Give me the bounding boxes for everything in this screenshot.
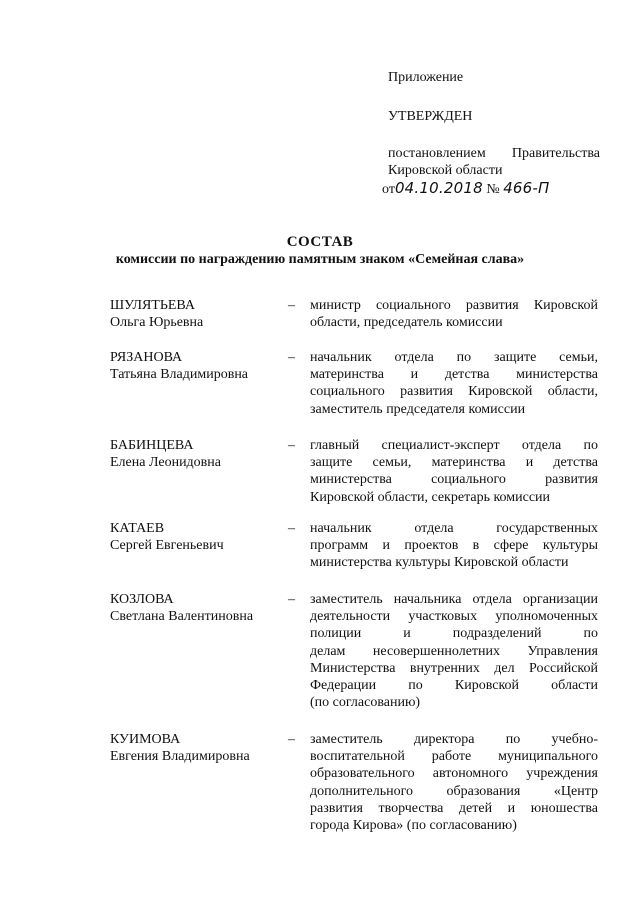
role-line: полиции и подразделений по bbox=[310, 626, 598, 642]
role-line: Кировской области, секретарь комиссии bbox=[310, 489, 551, 505]
role-line: дополнительного образования «Центр bbox=[310, 783, 598, 799]
role-line: воспитательной работе муниципального bbox=[310, 749, 598, 765]
role-line: заместитель директора по учебно- bbox=[310, 732, 598, 747]
role-line: заместитель начальника отдела организации bbox=[310, 592, 598, 607]
member-surname: КАТАЕВ bbox=[110, 521, 165, 536]
role-line: заместитель председателя комиссии bbox=[310, 401, 526, 417]
dash-separator: – bbox=[288, 521, 295, 536]
role-line: начальник отдела по защите семьи, bbox=[310, 350, 598, 365]
date-prefix: от bbox=[382, 182, 395, 197]
document-subtitle: комиссии по награждению памятным знаком «Семейная слава» bbox=[115, 252, 525, 267]
dash-separator: – bbox=[288, 732, 295, 747]
decree-date-line bbox=[382, 180, 550, 198]
member-role bbox=[310, 520, 598, 572]
member-role bbox=[310, 297, 598, 331]
number-sign: № bbox=[486, 182, 500, 197]
role-line: деятельности участковых уполномоченных bbox=[310, 609, 598, 625]
dash-separator: – bbox=[288, 592, 295, 607]
approved-label: УТВЕРЖДЕН bbox=[388, 109, 473, 124]
role-line: области, председатель комиссии bbox=[310, 315, 503, 331]
role-line: начальник отдела государственных bbox=[310, 521, 598, 536]
member-surname: ШУЛЯТЬЕВА bbox=[110, 298, 195, 313]
role-line: министр социального развития Кировской bbox=[310, 298, 598, 313]
role-line: города Кирова» (по согласованию) bbox=[310, 818, 517, 834]
member-given-name: Елена Леонидовна bbox=[110, 455, 221, 470]
appendix-label: Приложение bbox=[388, 70, 464, 85]
handwritten-number: 466-П bbox=[503, 179, 550, 197]
member-role bbox=[310, 349, 598, 418]
role-line: министерства культуры Кировской области bbox=[310, 555, 569, 571]
dash-separator: – bbox=[288, 438, 295, 453]
member-surname: КОЗЛОВА bbox=[110, 592, 174, 607]
role-line: Министерства внутренних дел Российской bbox=[310, 660, 598, 676]
handwritten-date: 04.10.2018 bbox=[394, 179, 483, 197]
member-role bbox=[310, 591, 598, 711]
dash-separator: – bbox=[288, 350, 295, 365]
member-given-name: Евгения Владимировна bbox=[110, 749, 250, 764]
member-surname: БАБИНЦЕВА bbox=[110, 438, 194, 453]
member-surname: КУИМОВА bbox=[110, 732, 181, 747]
member-given-name: Ольга Юрьевна bbox=[110, 315, 204, 330]
member-given-name: Татьяна Владимировна bbox=[110, 367, 249, 382]
document-title: СОСТАВ bbox=[286, 234, 354, 250]
role-line: главный специалист-эксперт отдела по bbox=[310, 438, 598, 453]
decree-line-2: Кировской области bbox=[388, 163, 503, 178]
decree-word-1: постановлением bbox=[388, 146, 486, 161]
role-line: образовательного автономного учреждения bbox=[310, 766, 598, 782]
role-line: развития творчества детей и юношества bbox=[310, 800, 598, 816]
role-line: материнства и детства министерства bbox=[310, 367, 598, 383]
member-role bbox=[310, 437, 598, 506]
decree-line-1 bbox=[388, 145, 600, 162]
dash-separator: – bbox=[288, 298, 295, 313]
role-line: (по согласованию) bbox=[310, 695, 421, 711]
member-surname: РЯЗАНОВА bbox=[110, 350, 183, 365]
role-line: программ и проектов в сфере культуры bbox=[310, 538, 598, 554]
role-line: министерства социального развития bbox=[310, 472, 598, 488]
decree-word-2: Правительства bbox=[511, 146, 600, 161]
member-given-name: Светлана Валентиновна bbox=[110, 609, 254, 624]
role-line: социального развития Кировской области, bbox=[310, 384, 598, 400]
member-given-name: Сергей Евгеньевич bbox=[110, 538, 224, 553]
role-line: Федерации по Кировской области bbox=[310, 678, 598, 694]
role-line: делам несовершеннолетних Управления bbox=[310, 643, 598, 659]
member-role bbox=[310, 731, 598, 834]
role-line: защите семьи, материнства и детства bbox=[310, 455, 598, 471]
